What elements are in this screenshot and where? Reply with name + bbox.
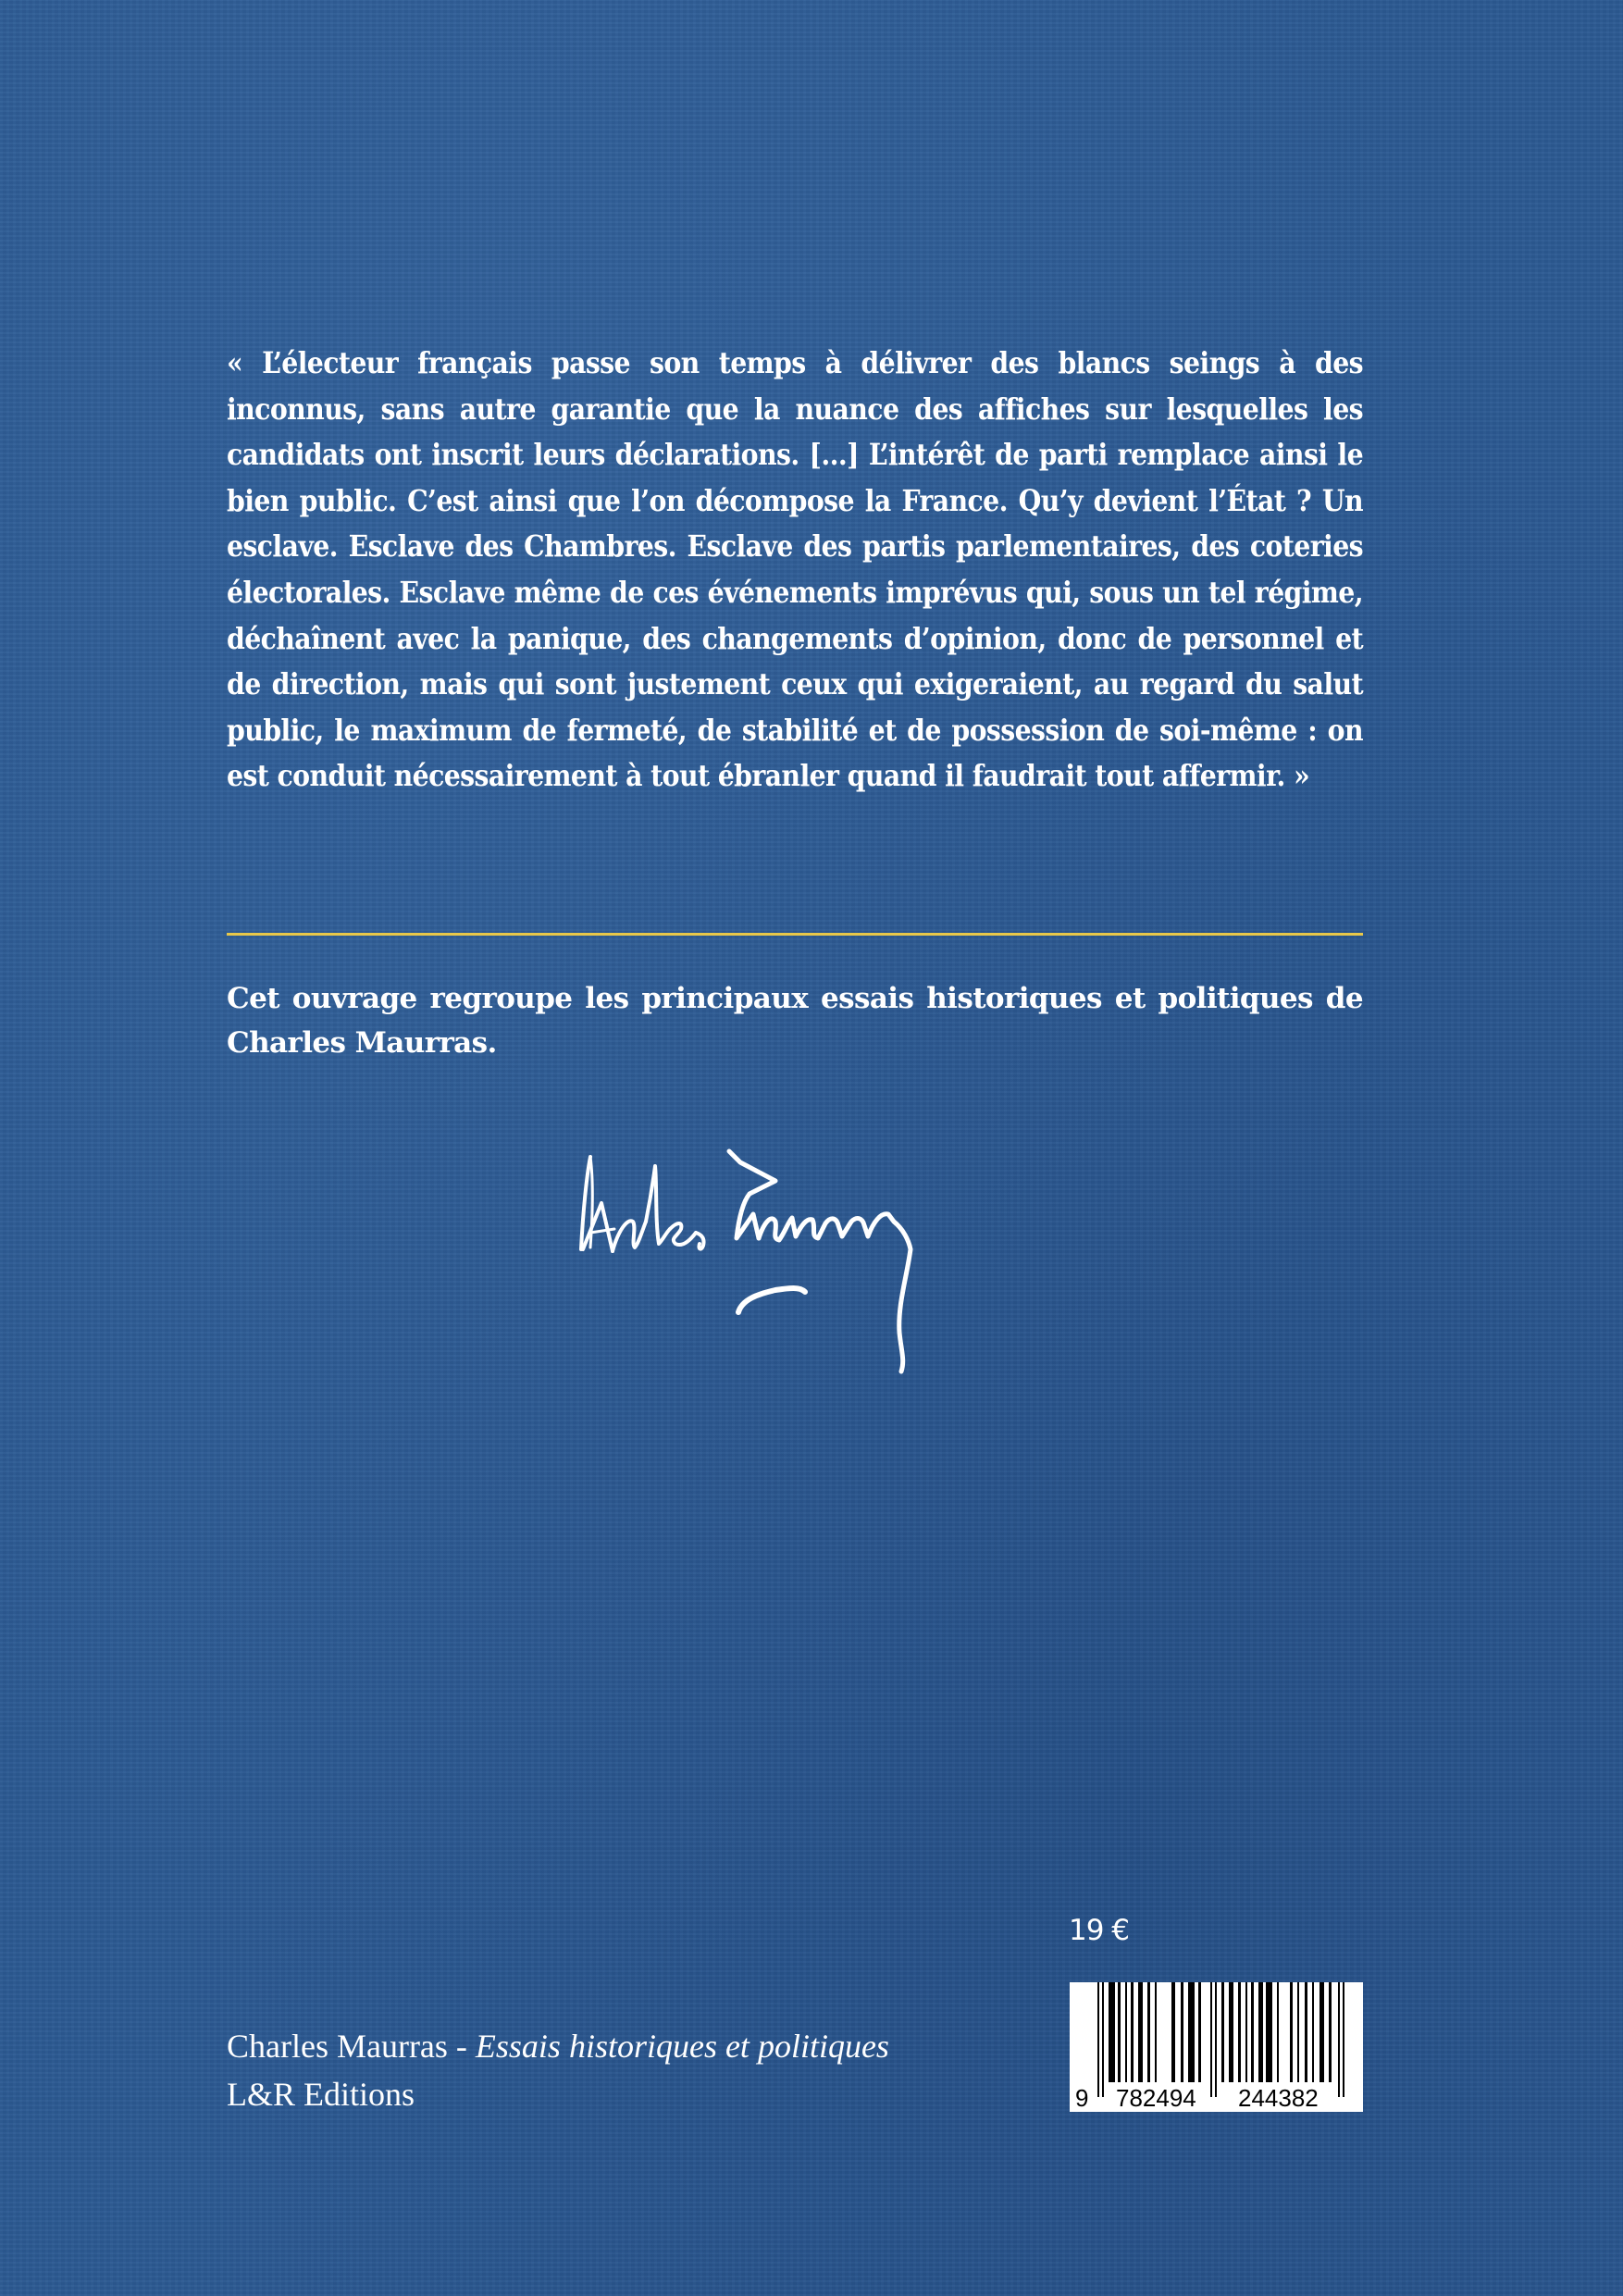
footer-separator: -	[447, 2028, 476, 2065]
barcode-bar	[1245, 1982, 1247, 2082]
barcode-bars	[1070, 1982, 1363, 2112]
barcode-bar	[1198, 1982, 1201, 2082]
barcode-bar	[1258, 1982, 1263, 2082]
price-label: 19 €	[1069, 1914, 1130, 1947]
back-cover-quote: « L’électeur français passe son temps à délivrer des blancs seings à des inconnus, sans autre garantie que la nuance des affiches sur lesquelles les candidats ont inscrit leurs déclarations. […] L’intérêt de parti remplace ainsi le bien public. C’est ainsi que l’on décompose la France. Qu’y devient l’État ? Un esclave. Esclave des Chambres. Esclave des partis parlementaires, des coteries électorales. Esclave même de ces événements imprévus qui, sous un tel régime, déchaînent avec la panique, des changements d’opinion, donc de personnel et de direction, mais qui sont justement ceux qui exigeraient, au regard du salut public, le maximum de fermeté, de stabilité et de possession de soi-même : on est conduit nécessairement à tout ébranler quand il faudrait tout affermir. »	[227, 346, 1363, 794]
barcode-bar	[1238, 1982, 1241, 2082]
footer-title-line	[227, 2022, 889, 2070]
signature-icon	[574, 1129, 1018, 1388]
barcode-bar	[1131, 1982, 1134, 2082]
barcode-bar	[1290, 1982, 1293, 2082]
barcode-first-digit: 9	[1075, 2084, 1089, 2112]
barcode-bar	[1118, 1982, 1121, 2082]
barcode-bar	[1343, 1982, 1344, 2097]
barcode-bar	[1125, 1982, 1127, 2082]
barcode-bar	[1319, 1982, 1324, 2082]
footer-book-title: Essais historiques et politiques	[475, 2028, 889, 2065]
footer-publisher: L&R Editions	[227, 2076, 415, 2113]
barcode-bar	[1312, 1982, 1314, 2082]
barcode-bar	[1229, 1982, 1233, 2082]
barcode-bar	[1147, 1982, 1150, 2082]
divider-rule	[227, 933, 1363, 936]
barcode-bar	[1181, 1982, 1183, 2082]
barcode-bar	[1215, 1982, 1217, 2097]
barcode-bar	[1171, 1982, 1175, 2082]
barcode-right-group: 244382	[1238, 2084, 1319, 2112]
isbn-barcode	[1070, 1982, 1363, 2112]
barcode-bar	[1305, 1982, 1307, 2082]
barcode-bar	[1155, 1982, 1157, 2082]
barcode-bar	[1329, 1982, 1332, 2082]
barcode-bar	[1251, 1982, 1254, 2082]
barcode-bar	[1297, 1982, 1299, 2082]
barcode-bar	[1338, 1982, 1340, 2097]
barcode-bar	[1102, 1982, 1104, 2097]
barcode-bar	[1210, 1982, 1212, 2097]
barcode-bar	[1138, 1982, 1143, 2082]
barcode-bar	[1221, 1982, 1224, 2082]
barcode-left-group: 782494	[1116, 2084, 1196, 2112]
barcode-bar	[1109, 1982, 1115, 2082]
book-description: Cet ouvrage regroupe les principaux essais historiques et politiques de Charles Maurras.	[227, 982, 1363, 1060]
barcode-bar	[1266, 1982, 1272, 2082]
footer-author: Charles Maurras	[227, 2028, 448, 2065]
barcode-bar	[1188, 1982, 1195, 2082]
barcode-bar	[1097, 1982, 1099, 2097]
barcode-bar	[1277, 1982, 1279, 2082]
footer-imprint	[227, 2022, 889, 2118]
